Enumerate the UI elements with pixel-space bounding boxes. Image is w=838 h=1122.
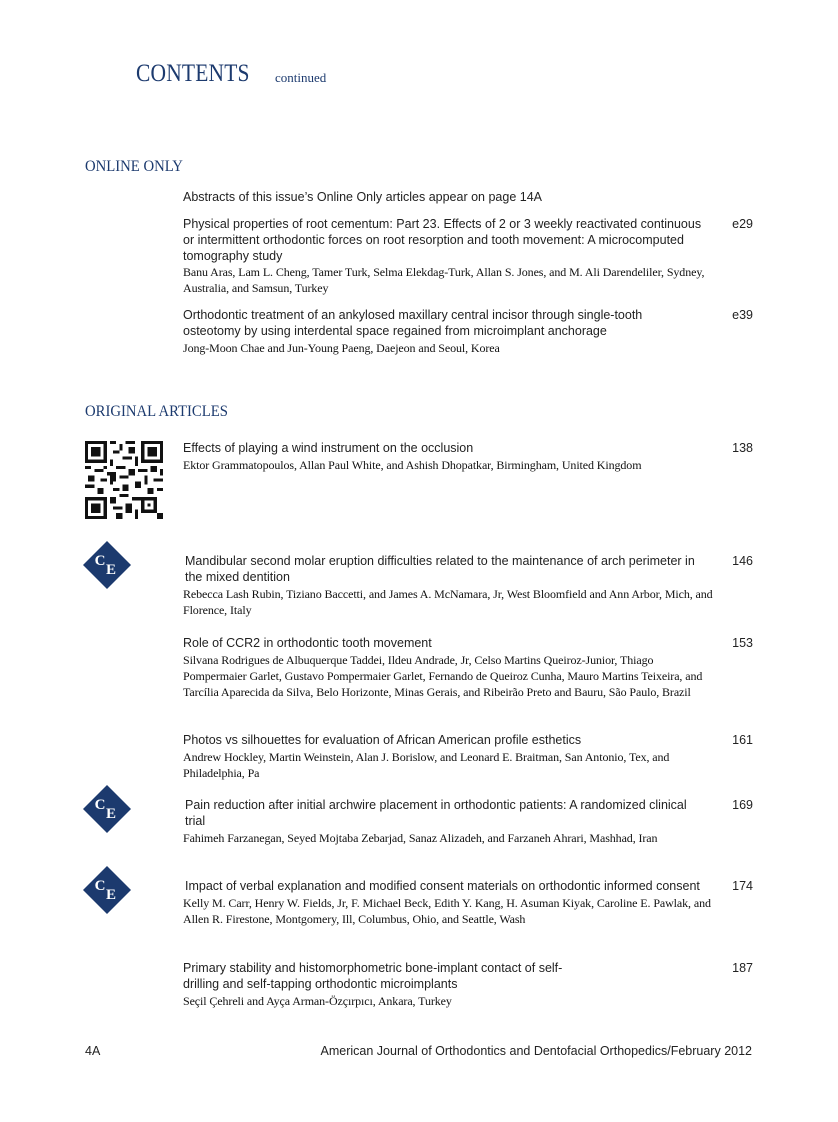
article-page: 138 xyxy=(732,441,753,455)
ce-credit-icon xyxy=(83,541,131,589)
article-authors: Kelly M. Carr, Henry W. Fields, Jr, F. Michael Beck, Edith Y. Kang, H. Asuman Kiyak, Caroline E. Pawlak, and Allen R. Firestone, Montgomery, Ill, Columbus, Ohio, and Seattle, Wash xyxy=(183,895,711,926)
article-page: 146 xyxy=(732,554,753,568)
article-authors: Rebecca Lash Rubin, Tiziano Baccetti, and James A. McNamara, Jr, West Bloomfield and Ann Arbor, Mich, and Florence, Italy xyxy=(183,586,713,617)
article-authors: Fahimeh Farzanegan, Seyed Mojtaba Zebarjad, Sanaz Alizadeh, and Farzaneh Ahrari, Mashhad, Iran xyxy=(183,830,658,845)
article-authors: Seçil Çehreli and Ayça Arman-Özçırpıcı, Ankara, Turkey xyxy=(183,993,452,1008)
section-heading-original-articles: ORIGINAL ARTICLES xyxy=(85,403,228,420)
article-entry[interactable] xyxy=(183,798,753,846)
footer-journal: American Journal of Orthodontics and Dentofacial Orthopedics/February 2012 xyxy=(320,1044,752,1058)
article-entry[interactable] xyxy=(183,879,753,927)
article-authors: Ektor Grammatopoulos, Allan Paul White, and Ashish Dhopatkar, Birmingham, United Kingdom xyxy=(183,457,642,472)
article-authors: Andrew Hockley, Martin Weinstein, Alan J. Borislow, and Leonard E. Braitman, San Antonio, Tex, and Philadelphia, Pa xyxy=(183,749,670,780)
article-page: 187 xyxy=(732,961,753,975)
footer-page-number: 4A xyxy=(85,1044,101,1058)
svg-text:E: E xyxy=(105,562,117,578)
article-page: e39 xyxy=(732,308,753,322)
svg-text:C: C xyxy=(94,878,106,894)
article-entry[interactable] xyxy=(183,636,753,700)
article-title[interactable]: Primary stability and histomorphometric bone-implant contact of self-drilling and self-tapping orthodontic microimplants xyxy=(183,961,563,991)
article-entry[interactable] xyxy=(183,554,753,618)
article-authors: Banu Aras, Lam L. Cheng, Tamer Turk, Selma Elekdag-Turk, Allan S. Jones, and M. Ali Darendeliler, Sydney, Australia, and Samsun, Turkey xyxy=(183,265,705,296)
section-heading-online-only: ONLINE ONLY xyxy=(85,158,183,175)
article-entry[interactable] xyxy=(183,217,753,296)
svg-text:C: C xyxy=(94,797,106,813)
article-entry[interactable] xyxy=(183,733,753,781)
article-authors: Silvana Rodrigues de Albuquerque Taddei, Ildeu Andrade, Jr, Celso Martins Queiroz-Junior, Thiago Pompermaier Garlet, Gustavo Pompermaier Garlet, Fernando de Queiroz Cunha, Mauro Martins Teixeira, and Tarcília Aparecida da Silva, Belo Horizonte, Minas Gerais, and Ribeirão Preto and Bauru, São Paulo, Brazil xyxy=(183,652,703,699)
ce-credit-icon xyxy=(83,866,131,914)
article-page: 153 xyxy=(732,636,753,650)
article-entry[interactable] xyxy=(183,961,753,1009)
article-title[interactable]: Role of CCR2 in orthodontic tooth movement xyxy=(183,636,432,650)
article-title[interactable]: Impact of verbal explanation and modified consent materials on orthodontic informed consent xyxy=(185,879,700,893)
svg-text:C: C xyxy=(94,553,106,569)
qr-code-icon[interactable] xyxy=(85,441,163,519)
article-entry[interactable] xyxy=(183,441,753,473)
article-page: 169 xyxy=(732,798,753,812)
article-title[interactable]: Photos vs silhouettes for evaluation of African American profile esthetics xyxy=(183,733,582,747)
svg-text:E: E xyxy=(105,806,117,822)
contents-subtitle: continued xyxy=(275,70,327,85)
svg-text:E: E xyxy=(105,887,117,903)
ce-credit-icon xyxy=(83,785,131,833)
article-title[interactable]: Mandibular second molar eruption difficulties related to the maintenance of arch perimeter in the mixed dentition xyxy=(185,554,695,584)
contents-title: CONTENTS xyxy=(136,60,250,87)
article-authors: Jong-Moon Chae and Jun-Young Paeng, Daejeon and Seoul, Korea xyxy=(183,340,500,355)
article-title[interactable]: Physical properties of root cementum: Part 23. Effects of 2 or 3 weekly reactivated continuous or intermittent orthodontic forces on root resorption and tooth movement: A microcomputed tomography study xyxy=(183,217,702,263)
article-page: 161 xyxy=(732,733,753,747)
article-title[interactable]: Effects of playing a wind instrument on the occlusion xyxy=(183,441,474,455)
article-page: e29 xyxy=(732,217,753,231)
online-only-intro: Abstracts of this issue’s Online Only articles appear on page 14A xyxy=(183,190,542,204)
article-title[interactable]: Pain reduction after initial archwire placement in orthodontic patients: A randomized clinical trial xyxy=(185,798,687,828)
article-entry[interactable] xyxy=(183,308,753,356)
article-page: 174 xyxy=(732,879,753,893)
article-title[interactable]: Orthodontic treatment of an ankylosed maxillary central incisor through single-tooth osteotomy by using interdental space regained from microimplant anchorage xyxy=(183,308,643,338)
